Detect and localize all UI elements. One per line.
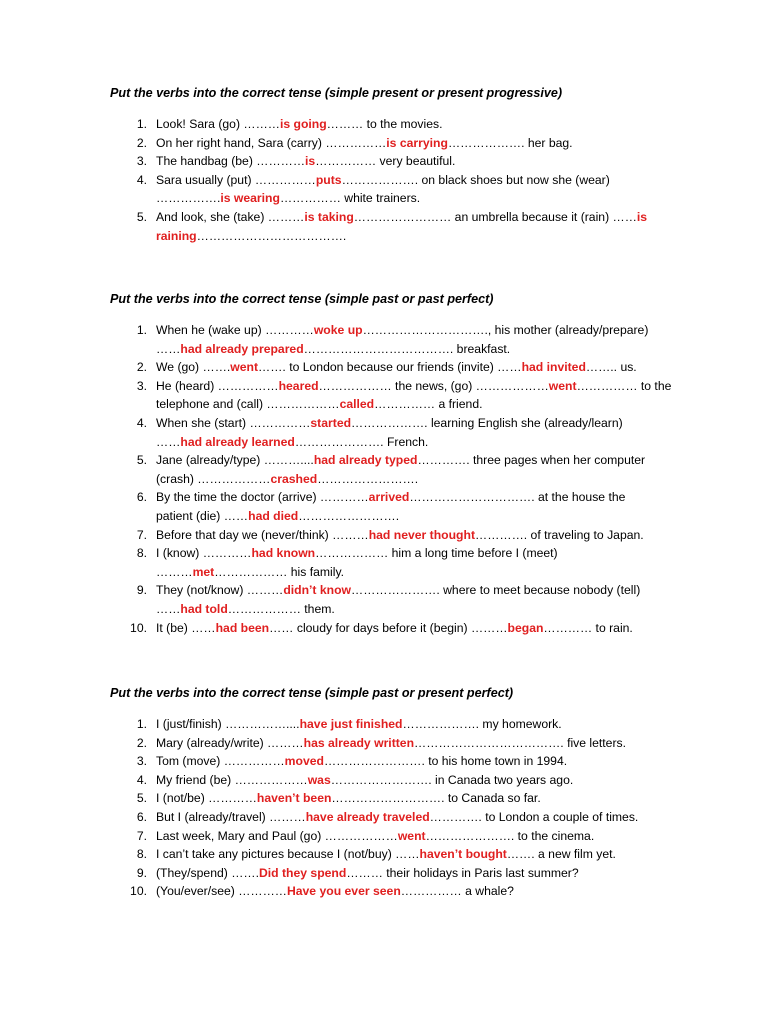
prompt-text: ……… [156,564,193,579]
item-line [156,808,710,827]
item-number: 3. [136,154,147,169]
prompt-text: …………………………., his mother (already/prepare) [362,323,649,337]
exercise-item [110,134,710,153]
prompt-text: I (not/be) ………… [156,791,257,806]
answer-text: began [507,620,544,635]
prompt-text: ………………………………. [196,228,347,243]
exercise-item [110,827,710,846]
answer-text: went [548,378,577,393]
prompt-text: Mary (already/write) ……… [156,735,304,750]
prompt-text: …………………. French. [294,434,429,449]
item-line [156,882,710,901]
item-number: 3. [136,378,147,393]
prompt-text: By the time the doctor (arrive) ………… [156,490,369,505]
exercise-item [110,882,710,901]
item-line [156,395,710,414]
item-number: 2. [136,360,147,375]
prompt-text: (You/ever/see) ………… [156,884,287,899]
prompt-text: ……………………. in Canada two years ago. [330,772,574,787]
prompt-text: …………. to London a couple of times. [429,809,639,824]
prompt-text: ……… their holidays in Paris last summer? [346,865,579,880]
prompt-text: The handbag (be) ………… [156,154,306,169]
item-line [156,377,710,396]
item-line [156,563,710,582]
item-line [156,544,710,563]
answer-text: called [339,397,375,412]
item-line [156,507,710,526]
prompt-text: Tom (move) …………… [156,754,285,769]
prompt-text: They (not/know) ……… [156,583,284,598]
section-heading: Put the verbs into the correct tense (simple present or present progressive) [110,86,563,100]
item-line [156,208,710,227]
prompt-text: ……………………. [298,508,400,523]
exercise-item [110,115,710,134]
prompt-text: …………… to the [576,378,672,393]
answer-text: haven’t bought [419,847,507,862]
prompt-text: ……………… him a long time before I (meet) [315,546,558,561]
exercise-item [110,414,710,451]
item-line [156,470,710,489]
exercise-item [110,715,710,734]
section-heading: Put the verbs into the correct tense (simple past or past perfect) [110,292,494,306]
answer-text: have just finished [299,717,403,731]
item-line [156,340,710,359]
prompt-text: Look! Sara (go) ……… [156,117,280,131]
prompt-text: ……………. [156,191,221,206]
answer-text: had died [248,508,299,523]
answer-text: raining [156,228,197,243]
item-line [156,433,710,452]
exercise-item [110,377,710,414]
item-line [156,827,710,846]
prompt-text: …………………… an umbrella because it (rain) …… [353,209,637,224]
prompt-text: We (go) ……. [156,360,231,375]
exercise-section [110,292,710,637]
item-number: 5. [136,209,147,224]
item-number: 9. [136,865,147,880]
prompt-text: ………………. my homework. [402,717,562,731]
exercise-item [110,808,710,827]
prompt-text: …… [156,341,181,356]
prompt-text: (crash) ……………… [156,471,271,486]
exercise-item [110,321,710,358]
answer-text: had been [215,620,270,635]
prompt-text: ………………. on black shoes but now she (wear) [341,172,610,187]
prompt-text: ……. a new film yet. [506,847,616,862]
item-number: 1. [136,717,147,731]
prompt-text: ……………………. to his home town in 1994. [323,754,568,769]
item-line [156,321,710,340]
exercise-item [110,619,710,638]
answer-text: met [192,564,215,579]
item-number: 8. [136,847,147,862]
item-number: 5. [136,791,147,806]
exercise-item [110,152,710,171]
answer-text: didn’t know [283,583,352,598]
item-line [156,864,710,883]
item-line [156,789,710,808]
item-line [156,451,710,470]
prompt-text: ……………………. [317,471,419,486]
answer-text: heared [278,378,319,393]
prompt-text: Jane (already/type) ……….... [156,453,314,468]
prompt-text: But I (already/travel) ……… [156,809,306,824]
answer-text: have already traveled [305,809,430,824]
answer-text: Did they spend [258,865,347,880]
item-line [156,845,710,864]
answer-text: went [230,360,259,375]
prompt-text: On her right hand, Sara (carry) …………… [156,135,387,150]
answer-text: moved [284,754,324,769]
prompt-text: I can’t take any pictures because I (not/buy) …… [156,847,420,862]
answer-text: is [305,154,316,169]
item-number: 4. [136,172,147,187]
item-line [156,600,710,619]
prompt-text: My friend (be) ……………… [156,772,308,787]
item-number: 3. [136,754,147,769]
section-heading: Put the verbs into the correct tense (simple past or present perfect) [110,686,514,700]
exercise-item [110,752,710,771]
item-number: 7. [136,527,147,542]
prompt-text: …….. us. [585,360,637,375]
prompt-text: …………………. to the cinema. [425,828,595,843]
prompt-text: …………. of traveling to Japan. [475,527,644,542]
prompt-text: ………………………. to Canada so far. [331,791,541,806]
item-line [156,619,710,638]
answer-text: had already typed [313,453,418,468]
prompt-text: …………. three pages when her computer [417,453,646,468]
answer-text: is going [279,117,327,131]
prompt-text: ……………… the news, (go) ……………… [318,378,549,393]
item-line [156,488,710,507]
prompt-text: ………………. her bag. [447,135,573,150]
item-number: 1. [136,323,147,337]
item-number: 2. [136,735,147,750]
exercise-item [110,488,710,525]
exercise-item [110,581,710,618]
exercise-item [110,208,710,245]
answer-text: Have you ever seen [286,884,401,899]
answer-text: had already prepared [180,341,304,356]
answer-text: is [636,209,648,224]
item-number: 5. [136,453,147,468]
item-line [156,414,710,433]
answer-text: had invited [521,360,586,375]
prompt-text: ………………………………. five letters. [414,735,626,750]
prompt-text: ………… to rain. [543,620,633,635]
item-line [156,771,710,790]
item-number: 4. [136,415,147,430]
exercise-item [110,864,710,883]
exercise-list [110,321,710,637]
item-line [156,581,710,600]
item-number: 6. [136,490,147,505]
item-number: 6. [136,809,147,824]
item-line [156,227,710,246]
prompt-text: ………………. learning English she (already/learn) [351,415,623,430]
answer-text: woke up [313,323,363,337]
exercise-item [110,358,710,377]
item-line [156,526,710,545]
prompt-text: patient (die) …… [156,508,249,523]
prompt-text: Last week, Mary and Paul (go) ……………… [156,828,398,843]
prompt-text: It (be) …… [156,620,216,635]
prompt-text: …………… a whale? [400,884,514,899]
prompt-text: …………………………. at the house the [409,490,626,505]
prompt-text: …… cloudy for days before it (begin) ……… [269,620,508,635]
item-number: 4. [136,772,147,787]
item-number: 9. [136,583,147,598]
prompt-text: ……………… them. [227,601,335,616]
item-line [156,358,710,377]
prompt-text: …………… very beautiful. [315,154,456,169]
item-number: 8. [136,546,147,561]
answer-text: haven’t been [256,791,332,806]
prompt-text: telephone and (call) ……………… [156,397,340,412]
prompt-text: ………………………………. breakfast. [303,341,511,356]
prompt-text: …………… a friend. [374,397,483,412]
prompt-text: Before that day we (never/think) ……… [156,527,369,542]
answer-text: had already learned [180,434,295,449]
answer-text: puts [315,172,342,187]
answer-text: crashed [270,471,318,486]
item-number: 7. [136,828,147,843]
answer-text: started [310,415,352,430]
answer-text: had never thought [368,527,476,542]
answer-text: was [307,772,331,787]
exercise-item [110,171,710,208]
prompt-text: ……… to the movies. [326,117,443,131]
prompt-text: …… [156,434,181,449]
exercise-item [110,451,710,488]
answer-text: arrived [368,490,410,505]
exercise-section [110,86,710,245]
answer-text: is wearing [220,191,280,206]
answer-text: is taking [304,209,354,224]
item-line [156,715,710,734]
exercise-list [110,715,710,901]
prompt-text: When she (start) …………… [156,415,311,430]
answer-text: is carrying [386,135,448,150]
prompt-text: He (heard) …………… [156,378,279,393]
exercise-item [110,526,710,545]
answer-text: went [397,828,426,843]
item-number: 1. [136,117,147,131]
item-line [156,189,710,208]
prompt-text: ……. to London because our friends (invite) …… [258,360,522,375]
answer-text: had known [251,546,316,561]
prompt-text: ……………… his family. [214,564,345,579]
exercise-item [110,544,710,581]
exercise-item [110,789,710,808]
prompt-text: …………………. where to meet because nobody (tell) [351,583,641,598]
item-number: 2. [136,135,147,150]
exercise-list [110,115,710,245]
prompt-text: I (just/finish) …………….... [156,717,300,731]
exercise-item [110,734,710,753]
item-line [156,752,710,771]
prompt-text: Sara usually (put) …………… [156,172,316,187]
item-line [156,152,710,171]
exercise-section [110,686,710,901]
prompt-text: And look, she (take) ……… [156,209,305,224]
item-line [156,134,710,153]
item-number: 10. [130,620,147,635]
item-line [156,734,710,753]
prompt-text: …………… white trainers. [279,191,421,206]
prompt-text: …… [156,601,181,616]
prompt-text: (They/spend) ……. [156,865,259,880]
exercise-item [110,771,710,790]
answer-text: has already written [303,735,415,750]
item-number: 10. [130,884,147,899]
item-line [156,171,710,190]
item-line [156,115,710,134]
prompt-text: I (know) ………… [156,546,252,561]
prompt-text: When he (wake up) ………… [156,323,314,337]
exercise-item [110,845,710,864]
answer-text: had told [180,601,228,616]
